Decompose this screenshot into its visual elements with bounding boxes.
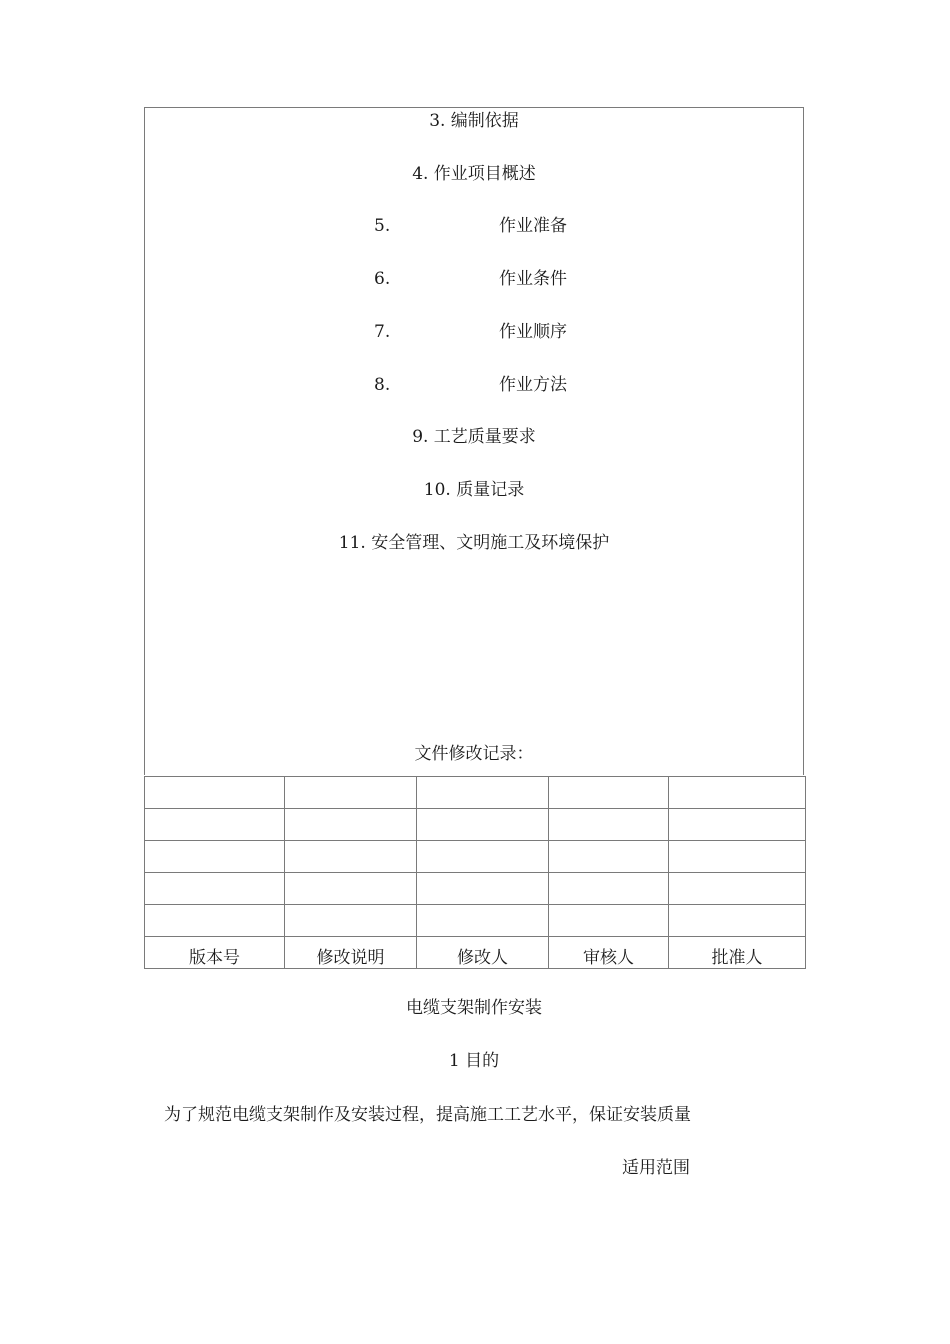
- table-row: [145, 777, 806, 809]
- scope-heading: 适用范围: [622, 1158, 690, 1178]
- table-cell: [417, 777, 549, 809]
- table-cell: [285, 905, 417, 937]
- table-cell: [285, 841, 417, 873]
- table-row: [145, 809, 806, 841]
- table-cell: [669, 809, 806, 841]
- toc-item-5-text: 作业准备: [499, 216, 567, 236]
- table-cell: [145, 777, 285, 809]
- toc-item-7-number: 7.: [374, 322, 391, 342]
- table-cell: [417, 841, 549, 873]
- document-title: 电缆支架制作安装: [406, 998, 542, 1018]
- header-version: 版本号: [145, 937, 285, 969]
- header-approved-by: 批准人: [669, 937, 806, 969]
- toc-item-6-number: 6.: [374, 269, 391, 289]
- table-cell: [417, 809, 549, 841]
- table-cell: [669, 841, 806, 873]
- header-modified-by: 修改人: [417, 937, 549, 969]
- table-cell: [285, 809, 417, 841]
- header-reviewed-by: 审核人: [549, 937, 669, 969]
- table-cell: [285, 873, 417, 905]
- purpose-paragraph: 为了规范电缆支架制作及安装过程，提高施工工艺水平，保证安装质量: [164, 1105, 691, 1125]
- toc-item-9: 9. 工艺质量要求: [412, 427, 536, 447]
- revision-record-title: 文件修改记录：: [414, 744, 534, 764]
- toc-item-3: 3. 编制依据: [429, 111, 519, 131]
- section-heading-purpose: 1 目的: [448, 1051, 500, 1071]
- revision-table: [144, 776, 806, 969]
- table-row: [145, 873, 806, 905]
- table-cell: [549, 905, 669, 937]
- table-row: [145, 841, 806, 873]
- table-cell: [145, 873, 285, 905]
- table-cell: [669, 873, 806, 905]
- table-row: [145, 905, 806, 937]
- toc-item-8-number: 8.: [374, 375, 391, 395]
- toc-item-4: 4. 作业项目概述: [412, 164, 536, 184]
- table-cell: [549, 841, 669, 873]
- table-cell: [145, 841, 285, 873]
- toc-item-5-number: 5.: [374, 216, 391, 236]
- table-cell: [549, 873, 669, 905]
- header-change-description: 修改说明: [285, 937, 417, 969]
- toc-item-11: 11. 安全管理、文明施工及环境保护: [338, 533, 610, 553]
- table-cell: [145, 905, 285, 937]
- toc-item-10: 10. 质量记录: [423, 480, 525, 500]
- table-cell: [417, 905, 549, 937]
- table-cell: [285, 777, 417, 809]
- toc-item-8-text: 作业方法: [499, 375, 567, 395]
- table-cell: [417, 873, 549, 905]
- table-cell: [549, 777, 669, 809]
- revision-header-row: [145, 937, 806, 969]
- toc-item-6-text: 作业条件: [499, 269, 567, 289]
- table-cell: [549, 809, 669, 841]
- table-cell: [669, 777, 806, 809]
- table-cell: [145, 809, 285, 841]
- toc-item-7-text: 作业顺序: [499, 322, 567, 342]
- table-cell: [669, 905, 806, 937]
